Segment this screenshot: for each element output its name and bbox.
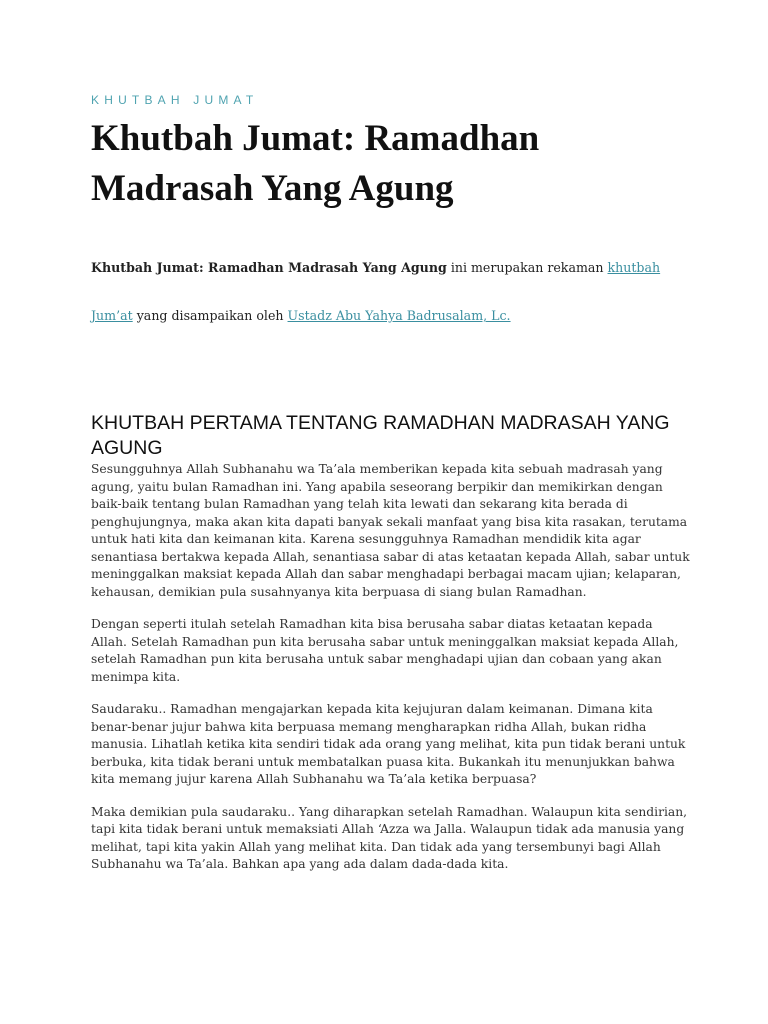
intro-bold-title: Khutbah Jumat: Ramadhan Madrasah Yang Agung <box>91 260 447 275</box>
category-label[interactable]: KHUTBAH JUMAT <box>91 93 259 107</box>
ustadz-link[interactable]: Ustadz Abu Yahya Badrusalam, Lc. <box>287 308 511 323</box>
intro-text-1: ini merupakan rekaman <box>446 260 608 275</box>
intro-line-1 <box>91 260 660 275</box>
intro-text-2: yang disampaikan oleh <box>132 308 288 323</box>
intro-line-2 <box>91 308 511 323</box>
section-heading: KHUTBAH PERTAMA TENTANG RAMADHAN MADRASAH YANG AGUNG <box>91 412 670 459</box>
article-body <box>91 461 691 889</box>
paragraph: Saudaraku.. Ramadhan mengajarkan kepada kita kejujuran dalam keimanan. Dimana kita benar-benar jujur bahwa kita berpuasa memang mengharapkan ridha Allah, bukan ridha manusia. Lihatlah ketika kita sendiri tidak ada orang yang melihat, kita pun tidak berani untuk berbuka, kita tidak berani untuk membatalkan puasa kita. Bukankah itu menunjukkan bahwa kita memang jujur karena Allah Subhanahu wa Ta’ala ketika berpuasa? <box>91 702 686 786</box>
paragraph: Sesungguhnya Allah Subhanahu wa Ta’ala memberikan kepada kita sebuah madrasah yang agung, yaitu bulan Ramadhan ini. Yang apabila seseorang berpikir dan memikirkan dengan baik-baik tentang bulan Ramadhan yang telah kita lewati dan sekarang kita berada di penghujungnya, maka akan kita dapati banyak sekali manfaat yang bisa kita rasakan, terutama untuk hati kita dan keimanan kita. Karena sesungguhnya Ramadhan mendidik kita agar senantiasa bertakwa kepada Allah, senantiasa sabar di atas ketaatan kepada Allah, sabar untuk meninggalkan maksiat kepada Allah dan sabar menghadapi berbagai macam ujian; kelaparan, kehausan, demikian pula susahnyanya kita berpuasa di siang bulan Ramadhan. <box>91 462 690 599</box>
khutbah-jumat-link[interactable]: khutbah <box>607 260 661 275</box>
article-title: Khutbah Jumat: Ramadhan Madrasah Yang Agung <box>91 118 540 209</box>
khutbah-jumat-link-cont[interactable]: Jum’at <box>91 308 133 323</box>
paragraph: Dengan seperti itulah setelah Ramadhan kita bisa berusaha sabar diatas ketaatan kepada Allah. Setelah Ramadhan pun kita berusaha sabar untuk meninggalkan maksiat kepada Allah, setelah Ramadhan pun kita berusaha untuk sabar menghadapi ujian dan cobaan yang akan menimpa kita. <box>91 617 679 684</box>
paragraph: Maka demikian pula saudaraku.. Yang diharapkan setelah Ramadhan. Walaupun kita sendirian, tapi kita tidak berani untuk memaksiati Allah ‘Azza wa Jalla. Walaupun tidak ada manusia yang melihat, tapi kita yakin Allah yang melihat kita. Dan tidak ada yang tersembunyi bagi Allah Subhanahu wa Ta’ala. Bahkan apa yang ada dalam dada-dada kita. <box>91 804 688 871</box>
